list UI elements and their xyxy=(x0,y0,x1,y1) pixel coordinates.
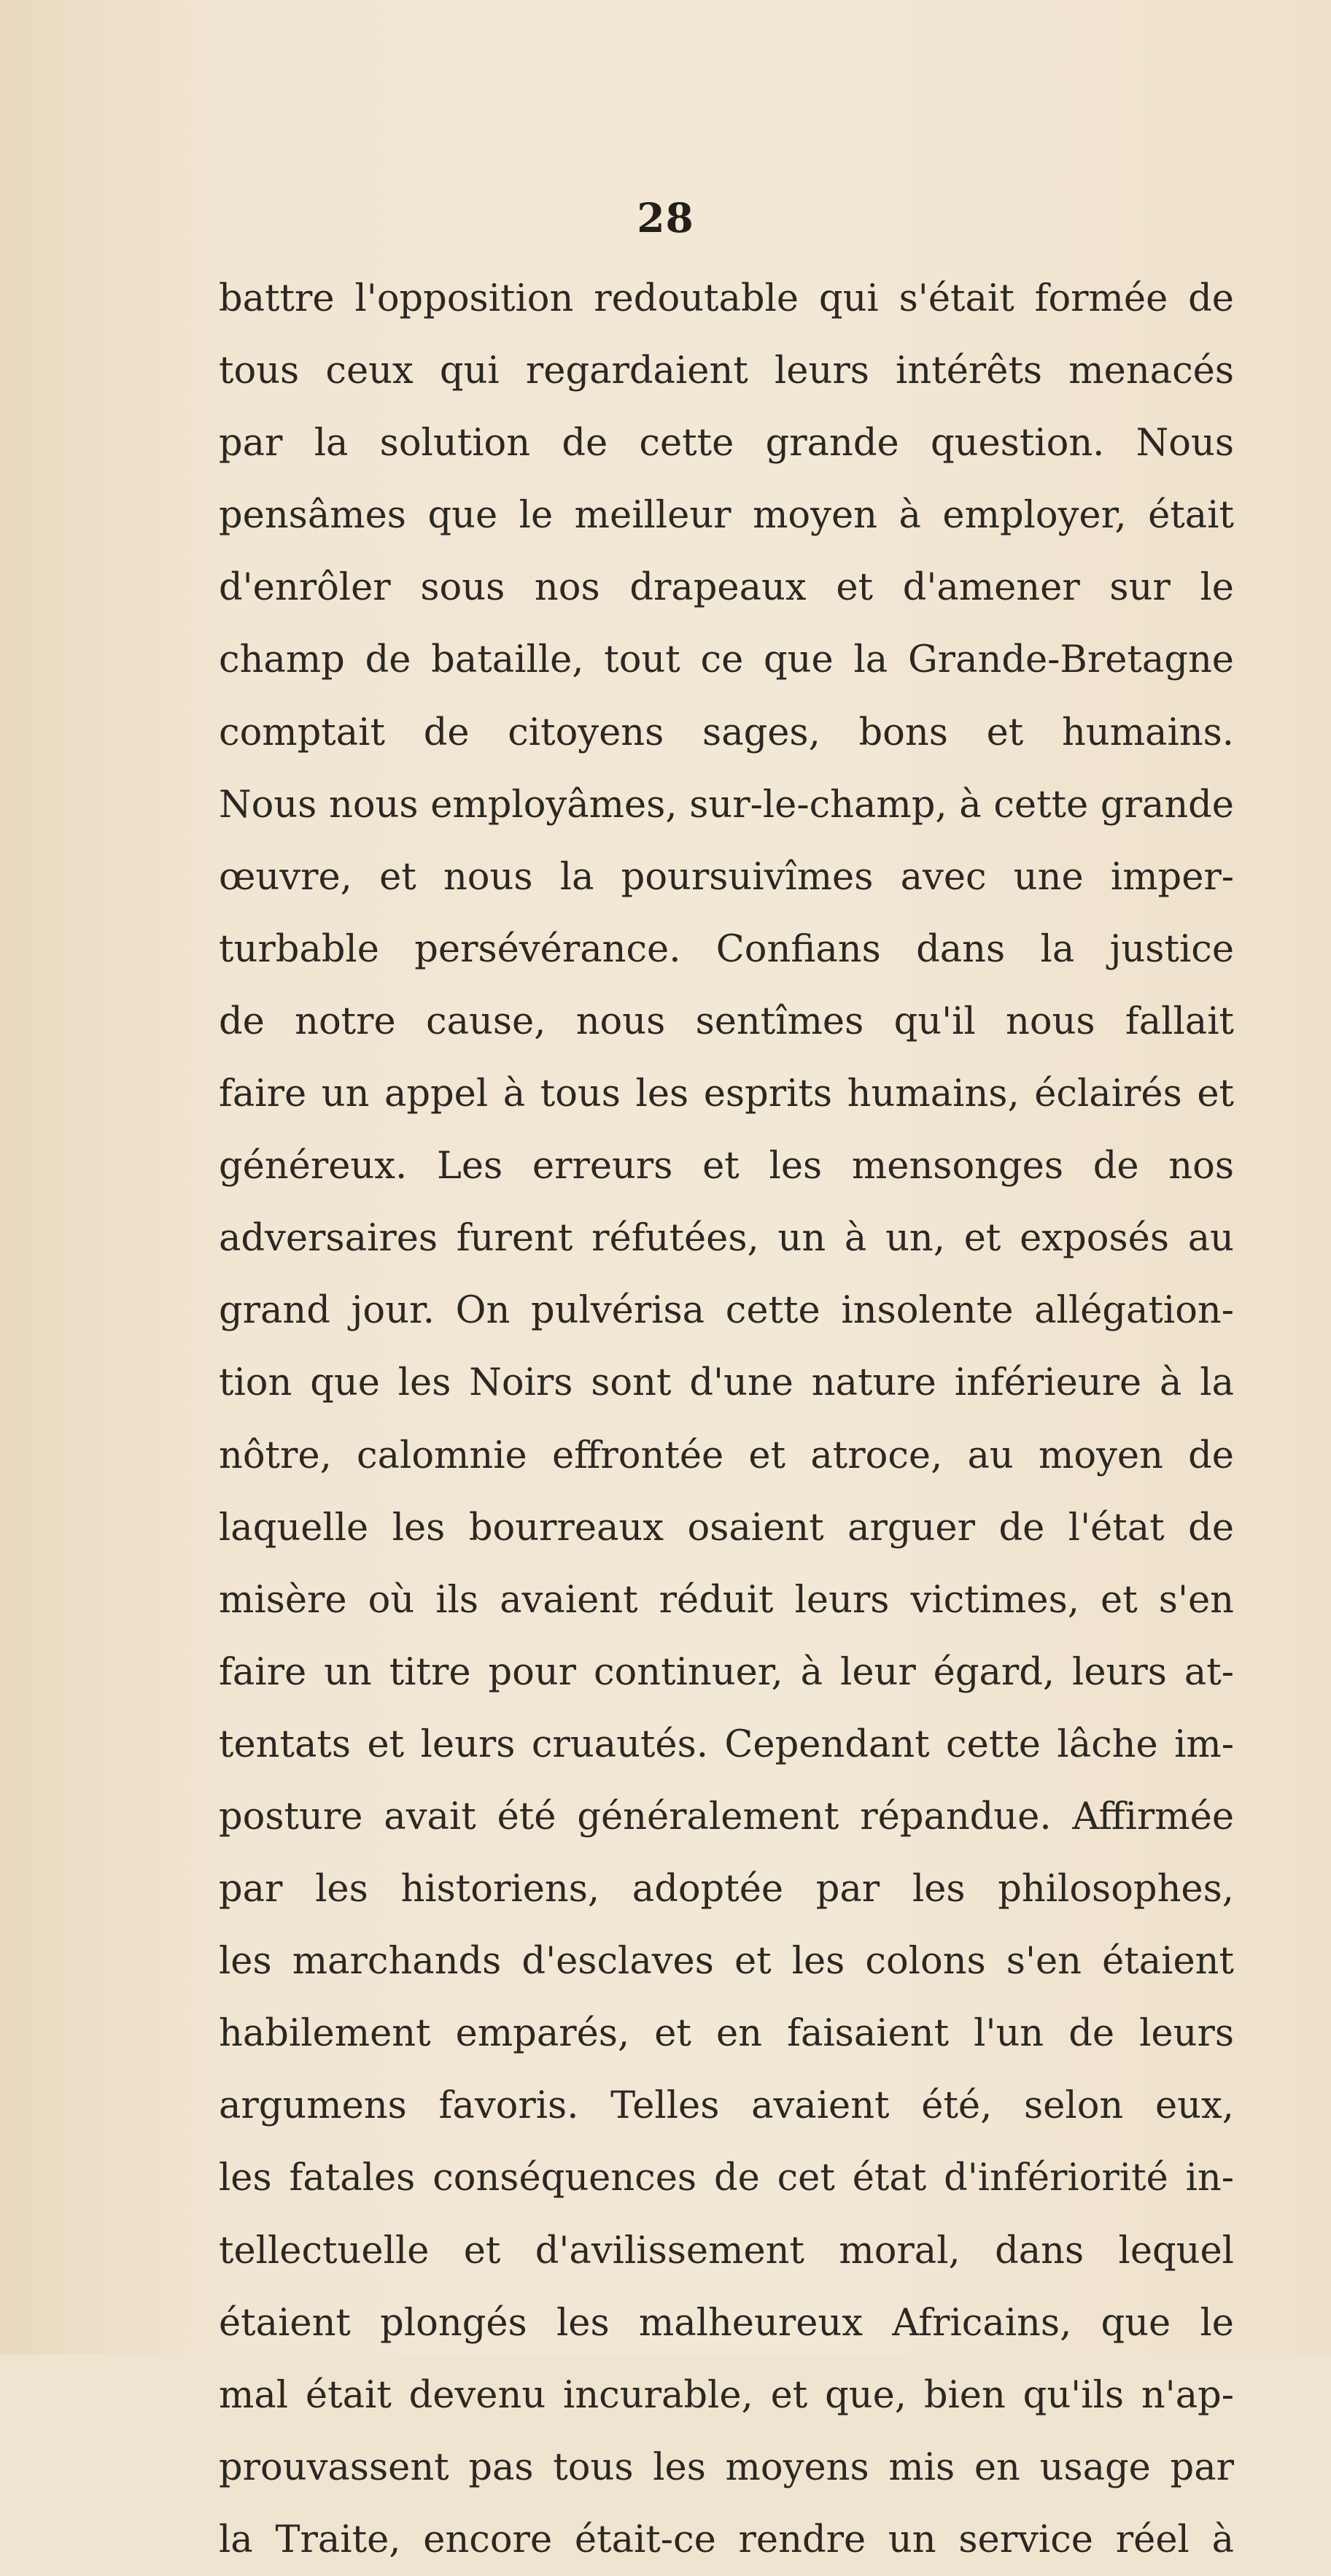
text-line: tellectuelle et d'avilissement moral, dans lequel xyxy=(219,2229,1234,2273)
text-line: Nous nous employâmes, sur-le-champ, à cette grande xyxy=(219,783,1234,827)
text-line: pensâmes que le meilleur moyen à employer, était xyxy=(219,494,1234,538)
text-line: par les historiens, adoptée par les philosophes, xyxy=(219,1868,1234,1911)
text-line: adversaires furent réfutées, un à un, et exposés au xyxy=(219,1217,1234,1261)
text-line: œuvre, et nous la poursuivîmes avec une imper- xyxy=(219,855,1234,899)
text-line: faire un appel à tous les esprits humains, éclairés et xyxy=(219,1072,1234,1116)
text-line: de notre cause, nous sentîmes qu'il nous fallait xyxy=(219,999,1234,1043)
text-line: par la solution de cette grande question. Nous xyxy=(219,422,1234,465)
text-line: étaient plongés les malheureux Africains, que le xyxy=(219,2301,1234,2345)
text-line: mal était devenu incurable, et que, bien qu'ils n'ap- xyxy=(219,2373,1234,2417)
text-line: la Traite, encore était-ce rendre un service réel à xyxy=(219,2518,1234,2561)
text-line: d'enrôler sous nos drapeaux et d'amener sur le xyxy=(219,566,1234,610)
text-line: généreux. Les erreurs et les mensonges de nos xyxy=(219,1145,1234,1188)
text-line: misère où ils avaient réduit leurs victimes, et s'en xyxy=(219,1578,1234,1622)
text-line: tentats et leurs cruautés. Cependant cette lâche im- xyxy=(219,1722,1234,1766)
text-line: laquelle les bourreaux osaient arguer de l'état de xyxy=(219,1506,1234,1550)
text-line: tion que les Noirs sont d'une nature inférieure à la xyxy=(219,1361,1234,1405)
text-line: posture avait été généralement répandue. Affirmée xyxy=(219,1795,1234,1838)
text-line: turbable persévérance. Confians dans la justice xyxy=(219,927,1234,971)
page-number: 28 xyxy=(637,194,694,241)
text-line: prouvassent pas tous les moyens mis en usage par xyxy=(219,2445,1234,2489)
text-line: tous ceux qui regardaient leurs intérêts menacés xyxy=(219,349,1234,393)
text-line: les fatales conséquences de cet état d'infériorité in- xyxy=(219,2157,1234,2200)
text-line: faire un titre pour continuer, à leur égard, leurs at- xyxy=(219,1650,1234,1694)
text-line: grand jour. On pulvérisa cette insolente allégation- xyxy=(219,1289,1234,1333)
text-line: comptait de citoyens sages, bons et humains. xyxy=(219,711,1234,754)
text-line: nôtre, calomnie effrontée et atroce, au moyen de xyxy=(219,1434,1234,1477)
body-text xyxy=(219,263,1234,2576)
text-line: champ de bataille, tout ce que la Grande-Bretagne xyxy=(219,638,1234,682)
text-line: les marchands d'esclaves et les colons s'en étaient xyxy=(219,1940,1234,1984)
text-line: argumens favoris. Telles avaient été, selon eux, xyxy=(219,2084,1234,2128)
text-line: habilement emparés, et en faisaient l'un de leurs xyxy=(219,2012,1234,2056)
text-line: battre l'opposition redoutable qui s'était formée de xyxy=(219,277,1234,320)
